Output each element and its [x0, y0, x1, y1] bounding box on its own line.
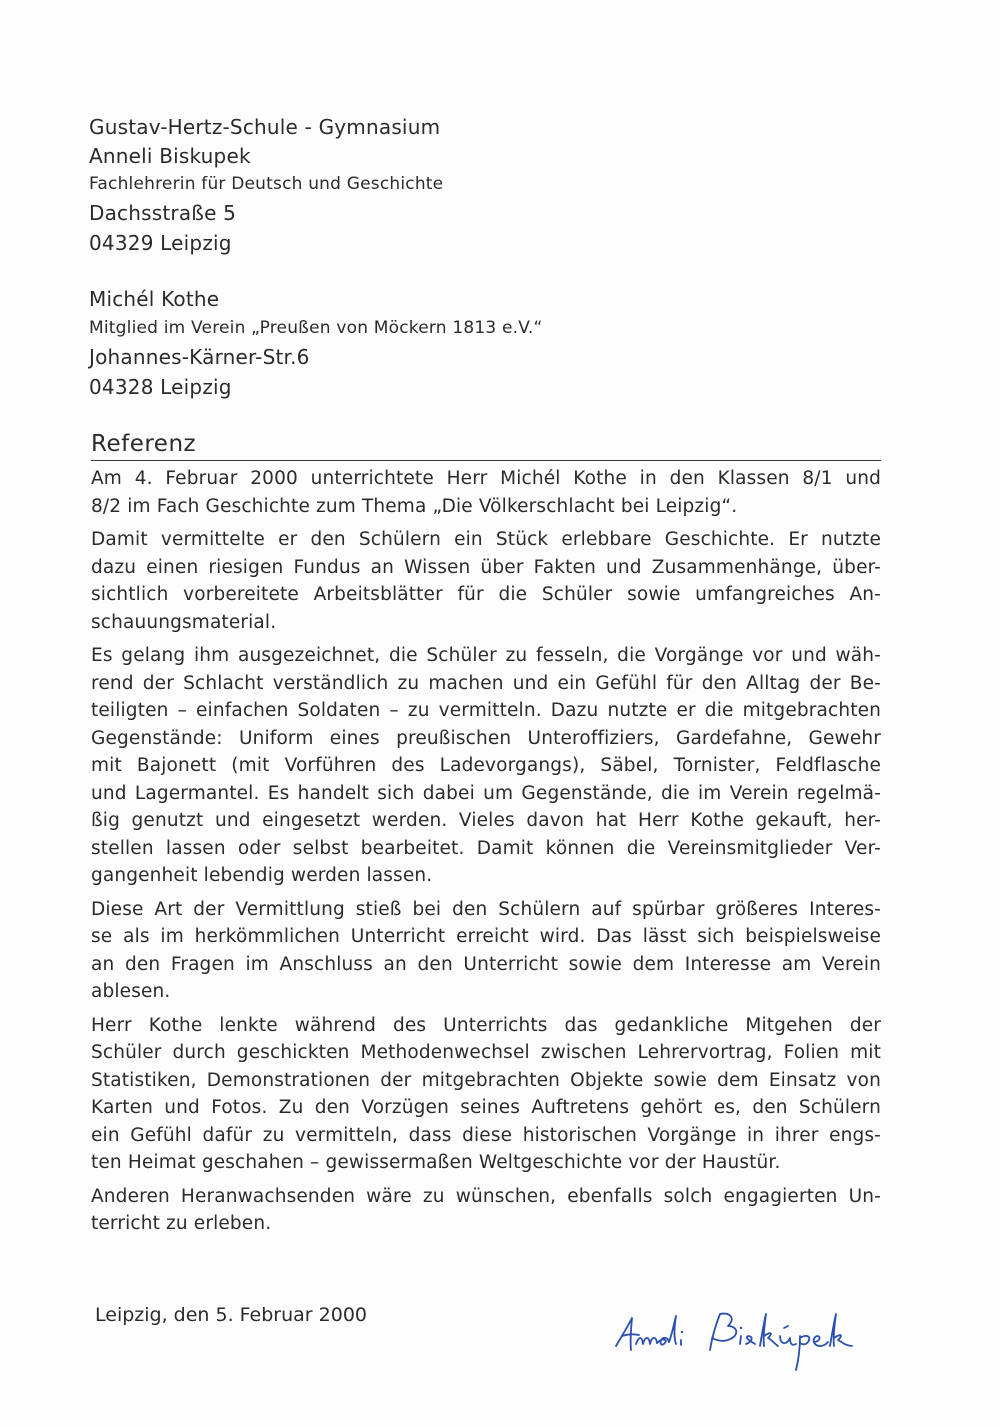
sender-city: 04329 Leipzig — [89, 231, 232, 255]
paragraph-line: schauungsmaterial. — [91, 611, 277, 633]
paragraph — [91, 465, 881, 520]
sender-street: Dachsstraße 5 — [89, 201, 237, 225]
subject-heading: Referenz — [91, 428, 881, 461]
paragraph-line: dazu einen riesigen Fundus an Wissen über Fakten und Zusammenhänge, über- — [91, 556, 881, 578]
recipient-street: Johannes-Kärner-Str.6 — [89, 345, 310, 369]
paragraph-line: gangenheit lebendig werden lassen. — [91, 865, 433, 886]
paragraph-line: Damit vermittelte er den Schülern ein Stück erlebbare Geschichte. Er nutzte — [91, 529, 881, 550]
paragraph — [91, 1183, 881, 1238]
paragraph-line: ablesen. — [91, 981, 171, 1002]
recipient-city: 04328 Leipzig — [89, 375, 232, 399]
paragraph-line: Am 4. Februar 2000 unterrichtete Herr Michél Kothe in den Klassen 8/1 und — [91, 468, 881, 489]
paragraph — [91, 642, 881, 890]
paragraph-line: Schüler durch geschickten Methodenwechsel zwischen Lehrervortrag, Folien mit — [91, 1042, 881, 1063]
paragraph-line: ßig genutzt und eingesetzt werden. Vieles davon hat Herr Kothe gekauft, her- — [91, 810, 881, 831]
letter-body — [91, 465, 881, 1244]
paragraph-line: Herr Kothe lenkte während des Unterrichts das gedankliche Mitgehen der — [91, 1014, 881, 1036]
recipient-name: Michél Kothe — [89, 287, 220, 311]
paragraph-line: an den Fragen im Anschluss an den Unterricht sowie dem Interesse am Verein — [91, 953, 881, 975]
paragraph — [91, 526, 881, 636]
sender-role: Fachlehrerin für Deutsch und Geschichte — [89, 174, 444, 194]
signature-image — [612, 1306, 892, 1376]
paragraph-line: Karten und Fotos. Zu den Vorzügen seines Auftretens gehört es, den Schülern — [91, 1097, 881, 1118]
sender-name: Anneli Biskupek — [89, 144, 251, 168]
paragraph-line: Statistiken, Demonstrationen der mitgebrachten Objekte sowie dem Einsatz von — [91, 1069, 881, 1091]
recipient-role: Mitglied im Verein „Preußen von Möckern 1813 e.V.“ — [89, 318, 543, 338]
paragraph-line: se als im herkömmlichen Unterricht erreicht wird. Das lässt sich beispielsweise — [91, 926, 881, 947]
paragraph-line: Es gelang ihm ausgezeichnet, die Schüler zu fesseln, die Vorgänge vor und wäh- — [91, 645, 881, 666]
paragraph-line: Diese Art der Vermittlung stieß bei den Schülern auf spürbar größeres Interes- — [91, 898, 881, 920]
paragraph-line: ten Heimat geschahen – gewissermaßen Weltgeschichte vor der Haustür. — [91, 1152, 781, 1173]
paragraph-line: terricht zu erleben. — [91, 1213, 272, 1234]
paragraph-line: 8/2 im Fach Geschichte zum Thema „Die Völkerschlacht bei Leipzig“. — [91, 495, 738, 517]
recipient-block — [89, 284, 789, 402]
paragraph-line: rend der Schlacht verständlich zu machen und ein Gefühl für den Alltag der Be- — [91, 672, 881, 694]
paragraph-line: sichtlich vorbereitete Arbeitsblätter für die Schüler sowie umfangreiches An- — [91, 584, 881, 605]
paragraph-line: teiligten – einfachen Soldaten – zu vermitteln. Dazu nutzte er die mitgebrachten — [91, 700, 881, 721]
sender-block — [89, 112, 789, 258]
paragraph-line: und Lagermantel. Es handelt sich dabei um Gegenstände, die im Verein regelmä- — [91, 782, 881, 804]
paragraph-line: Anderen Heranwachsenden wäre zu wünschen, ebenfalls solch engagierten Un- — [91, 1185, 881, 1207]
paragraph-line: stellen lassen oder selbst bearbeitet. Damit können die Vereinsmitglieder Ver- — [91, 837, 881, 859]
closing-place-date: Leipzig, den 5. Februar 2000 — [95, 1304, 368, 1326]
paragraph-line: ein Gefühl dafür zu vermitteln, dass diese historischen Vorgänge in ihrer engs- — [91, 1124, 881, 1146]
paragraph-line: Gegenstände: Uniform eines preußischen Unteroffiziers, Gardefahne, Gewehr — [91, 727, 881, 749]
paragraph-line: mit Bajonett (mit Vorführen des Ladevorgangs), Säbel, Tornister, Feldflasche — [91, 755, 881, 776]
sender-school: Gustav-Hertz-Schule - Gymnasium — [89, 115, 441, 139]
paragraph — [91, 1012, 881, 1177]
paragraph — [91, 896, 881, 1006]
